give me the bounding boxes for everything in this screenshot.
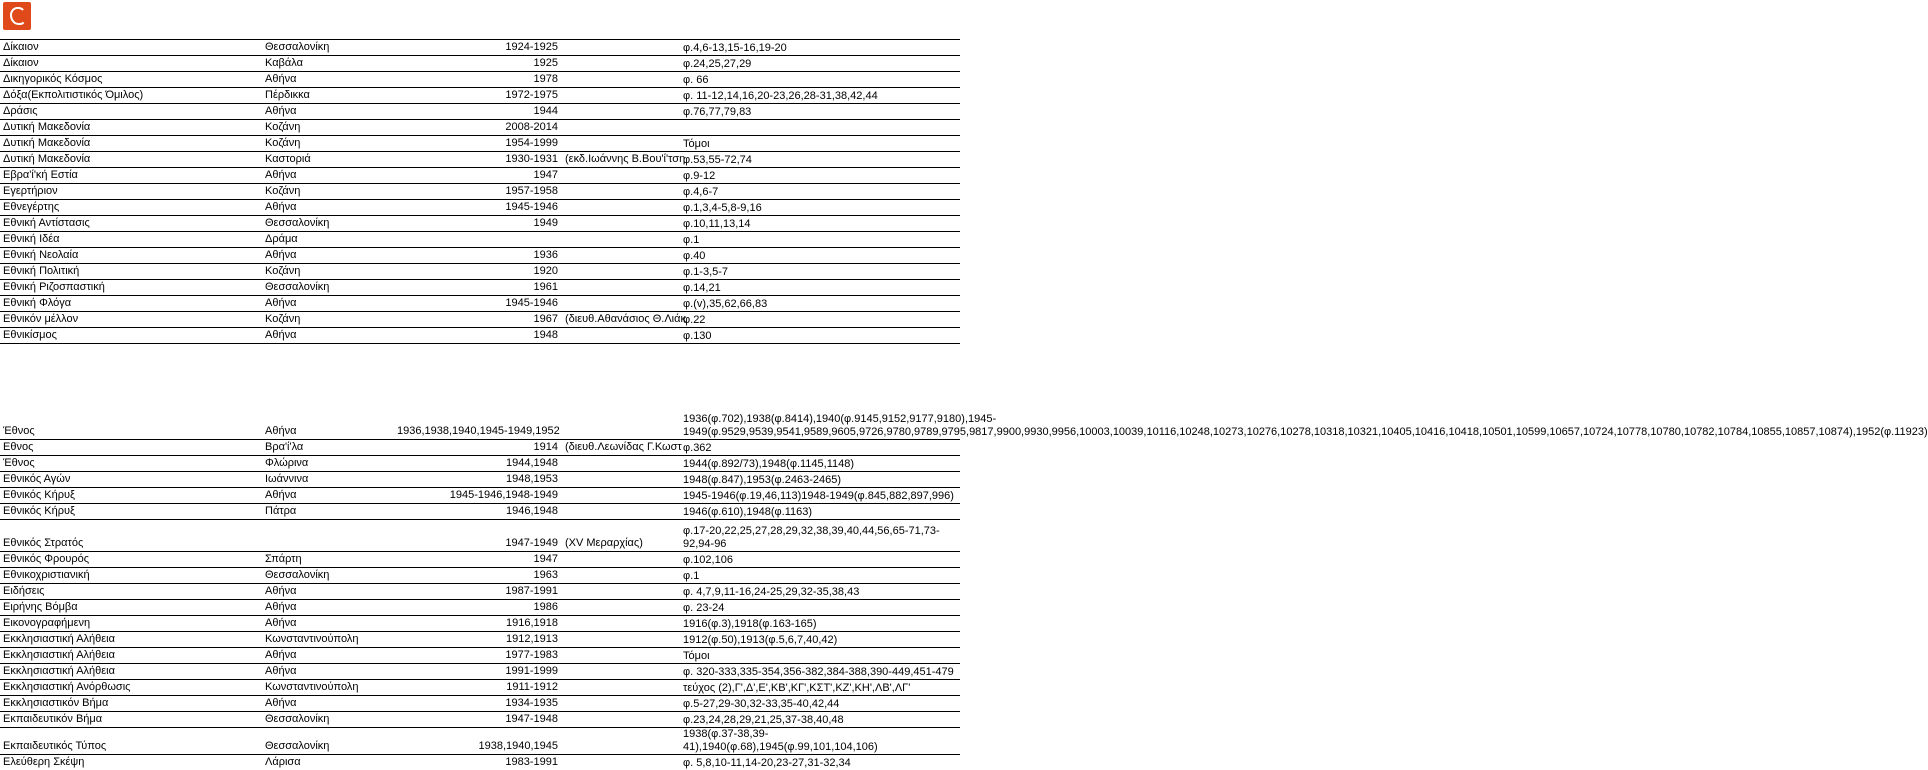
issues-cell: φ.23,24,28,29,21,25,37-38,40,48 xyxy=(680,712,960,728)
title-cell: Εγερτήριον xyxy=(0,184,262,200)
issues-cell: 1936(φ.702),1938(φ.8414),1940(φ.9145,9152,9177,9180),1945-1949(φ.9529,9539,9541,9589,9605,9726,9780,9789,9795,9817,9900,9930,9956,10003,10039,10116,10248,10273,10276,10278,10318,10321,10405,10416,10418,10501,10599,10657,10724,10778,10780,10782,10784,10855,10857,10874),1952(φ.11923) xyxy=(680,344,960,440)
title-cell: Δίκαιον xyxy=(0,56,262,72)
issues-cell: φ. 23-24 xyxy=(680,600,960,616)
editor-cell: (εκδ.Ιωάννης Β.Βου'ί'τση xyxy=(562,152,680,168)
issues-cell: φ.22 xyxy=(680,312,960,328)
title-cell: Εθνική Νεολαία xyxy=(0,248,262,264)
editor-cell xyxy=(562,328,680,344)
editor-cell xyxy=(562,248,680,264)
title-cell: Εθνική Ριζοσπαστική xyxy=(0,280,262,296)
city-cell: Κοζάνη xyxy=(262,264,394,280)
table-row xyxy=(0,680,960,696)
years-cell: 1945-1946 xyxy=(394,200,562,216)
editor-cell xyxy=(562,552,680,568)
years-cell: 1948 xyxy=(394,328,562,344)
years-cell: 1947-1949 xyxy=(394,520,562,552)
table-row xyxy=(0,755,960,770)
issues-cell: φ.24,25,27,29 xyxy=(680,56,960,72)
title-cell: Εθνικός Κήρυξ xyxy=(0,504,262,520)
editor-cell xyxy=(562,264,680,280)
issues-cell: 1945-1946(φ.19,46,113)1948-1949(φ.845,882,897,996) xyxy=(680,488,960,504)
title-cell: Εθνικίσμος xyxy=(0,328,262,344)
years-cell: 1944,1948 xyxy=(394,456,562,472)
years-cell: 1936,1938,1940,1945-1949,1952 xyxy=(394,344,562,440)
city-cell: Καστοριά xyxy=(262,152,394,168)
table-row xyxy=(0,280,960,296)
title-cell: Δικηγορικός Κόσμος xyxy=(0,72,262,88)
issues-cell: 1938(φ.37-38,39-41),1940(φ.68),1945(φ.99,101,104,106) xyxy=(680,728,960,755)
city-cell: Θεσσαλονίκη xyxy=(262,728,394,755)
city-cell: Αθήνα xyxy=(262,648,394,664)
title-cell: Δυτική Μακεδονία xyxy=(0,120,262,136)
editor-cell xyxy=(562,120,680,136)
title-cell: Εθνική Αντίστασις xyxy=(0,216,262,232)
editor-cell xyxy=(562,216,680,232)
years-cell: 1925 xyxy=(394,56,562,72)
city-cell: Αθήνα xyxy=(262,200,394,216)
years-cell: 1911-1912 xyxy=(394,680,562,696)
table-row xyxy=(0,136,960,152)
city-cell: Θεσσαλονίκη xyxy=(262,216,394,232)
issues-cell: φ.14,21 xyxy=(680,280,960,296)
city-cell: Αθήνα xyxy=(262,664,394,680)
years-cell: 1936 xyxy=(394,248,562,264)
city-cell: Φλώρινα xyxy=(262,456,394,472)
years-cell: 1947-1948 xyxy=(394,712,562,728)
issues-cell: φ.(v),35,62,66,83 xyxy=(680,296,960,312)
table-row xyxy=(0,504,960,520)
editor-cell xyxy=(562,200,680,216)
years-cell: 1930-1931 xyxy=(394,152,562,168)
title-cell: Εκκλησιαστική Ανόρθωσις xyxy=(0,680,262,696)
editor-cell xyxy=(562,600,680,616)
years-cell: 1945-1946,1948-1949 xyxy=(394,488,562,504)
editor-cell xyxy=(562,755,680,770)
city-cell: Αθήνα xyxy=(262,168,394,184)
city-cell: Θεσσαλονίκη xyxy=(262,40,394,56)
years-cell: 1946,1948 xyxy=(394,504,562,520)
editor-cell xyxy=(562,488,680,504)
issues-cell: φ. 5,8,10-11,14-20,23-27,31-32,34 xyxy=(680,755,960,770)
city-cell xyxy=(262,520,394,552)
editor-cell xyxy=(562,168,680,184)
years-cell: 1938,1940,1945 xyxy=(394,728,562,755)
title-cell: Εθνική Ιδέα xyxy=(0,232,262,248)
table-row xyxy=(0,72,960,88)
years-cell: 1949 xyxy=(394,216,562,232)
issues-cell: φ.1-3,5-7 xyxy=(680,264,960,280)
years-cell: 1945-1946 xyxy=(394,296,562,312)
title-cell: Ελεύθερη Σκέψη xyxy=(0,755,262,770)
issues-cell: φ.17-20,22,25,27,28,29,32,38,39,40,44,56,65-71,73-92,94-96 xyxy=(680,520,960,552)
issues-cell: φ.1,3,4-5,8-9,16 xyxy=(680,200,960,216)
years-cell: 1963 xyxy=(394,568,562,584)
city-cell: Κωνσταντινούπολη xyxy=(262,632,394,648)
years-cell: 1944 xyxy=(394,104,562,120)
issues-cell: φ.102,106 xyxy=(680,552,960,568)
city-cell: Αθήνα xyxy=(262,72,394,88)
title-cell: Εθνικός Αγών xyxy=(0,472,262,488)
title-cell: Εβρα'ί'κή Εστία xyxy=(0,168,262,184)
title-cell: Εκκλησιαστική Αλήθεια xyxy=(0,632,262,648)
city-cell: Κωνσταντινούπολη xyxy=(262,680,394,696)
issues-cell: φ. 11-12,14,16,20-23,26,28-31,38,42,44 xyxy=(680,88,960,104)
title-cell: Εικονογραφήμενη xyxy=(0,616,262,632)
city-cell: Κοζάνη xyxy=(262,136,394,152)
city-cell: Αθήνα xyxy=(262,296,394,312)
title-cell: Δυτική Μακεδονία xyxy=(0,152,262,168)
editor-cell: (διευθ.Αθανάσιος Θ.Λιάκ xyxy=(562,312,680,328)
years-cell: 1916,1918 xyxy=(394,616,562,632)
editor-cell xyxy=(562,88,680,104)
table-row xyxy=(0,520,960,552)
issues-cell: 1916(φ.3),1918(φ.163-165) xyxy=(680,616,960,632)
years-cell: 1912,1913 xyxy=(394,632,562,648)
issues-cell xyxy=(680,120,960,136)
table-row xyxy=(0,152,960,168)
issues-cell: φ.362 xyxy=(680,440,960,456)
title-cell: Εκκλησιαστική Αλήθεια xyxy=(0,664,262,680)
city-cell: Λάρισα xyxy=(262,755,394,770)
editor-cell xyxy=(562,456,680,472)
table-row xyxy=(0,264,960,280)
editor-cell xyxy=(562,40,680,56)
city-cell: Αθήνα xyxy=(262,328,394,344)
table-row xyxy=(0,696,960,712)
periodicals-table xyxy=(0,39,960,770)
city-cell: Πάτρα xyxy=(262,504,394,520)
years-cell: 1983-1991 xyxy=(394,755,562,770)
years-cell: 1986 xyxy=(394,600,562,616)
editor-cell xyxy=(562,616,680,632)
table-row xyxy=(0,200,960,216)
editor-cell xyxy=(562,296,680,312)
table-row xyxy=(0,56,960,72)
issues-cell: φ.130 xyxy=(680,328,960,344)
city-cell: Αθήνα xyxy=(262,600,394,616)
city-cell: Θεσσαλονίκη xyxy=(262,568,394,584)
table-row xyxy=(0,248,960,264)
city-cell: Καβάλα xyxy=(262,56,394,72)
issues-cell: φ. 320-333,335-354,356-382,384-388,390-449,451-479 xyxy=(680,664,960,680)
editor-cell xyxy=(562,232,680,248)
issues-cell: φ.4,6-7 xyxy=(680,184,960,200)
years-cell: 1947 xyxy=(394,168,562,184)
title-cell: Έθνος xyxy=(0,344,262,440)
city-cell: Δράμα xyxy=(262,232,394,248)
issues-cell: 1948(φ.847),1953(φ.2463-2465) xyxy=(680,472,960,488)
title-cell: Εθνική Πολιτική xyxy=(0,264,262,280)
title-cell: Εθνικός Κήρυξ xyxy=(0,488,262,504)
table-row xyxy=(0,584,960,600)
title-cell: Εθνικός Φρουρός xyxy=(0,552,262,568)
issues-cell: φ.1 xyxy=(680,568,960,584)
issues-cell: φ.76,77,79,83 xyxy=(680,104,960,120)
editor-cell xyxy=(562,696,680,712)
title-cell: Εθνος xyxy=(0,440,262,456)
table-row xyxy=(0,328,960,344)
years-cell: 1947 xyxy=(394,552,562,568)
editor-cell: (διευθ.Λεωνίδας Γ.Κωστ xyxy=(562,440,680,456)
city-cell: Ιωάννινα xyxy=(262,472,394,488)
city-cell: Αθήνα xyxy=(262,616,394,632)
years-cell: 1934-1935 xyxy=(394,696,562,712)
years-cell: 1991-1999 xyxy=(394,664,562,680)
city-cell: Κοζάνη xyxy=(262,120,394,136)
years-cell: 1977-1983 xyxy=(394,648,562,664)
editor-cell xyxy=(562,184,680,200)
editor-cell xyxy=(562,472,680,488)
issues-cell: φ.10,11,13,14 xyxy=(680,216,960,232)
issues-cell: φ.53,55-72,74 xyxy=(680,152,960,168)
editor-cell: (XV Μεραρχίας) xyxy=(562,520,680,552)
issues-cell: τεύχος (2),Γ',Δ',Ε',ΚΒ',ΚΓ',ΚΣΤ',ΚΖ',ΚΗ',ΛΒ',ΛΓ' xyxy=(680,680,960,696)
city-cell: Πέρδικκα xyxy=(262,88,394,104)
table-row xyxy=(0,232,960,248)
table-row xyxy=(0,184,960,200)
years-cell: 1957-1958 xyxy=(394,184,562,200)
table-row xyxy=(0,40,960,56)
table-row xyxy=(0,168,960,184)
issues-cell: 1944(φ.892/73),1948(φ.1145,1148) xyxy=(680,456,960,472)
title-cell: Ειρήνης Βόμβα xyxy=(0,600,262,616)
years-cell: 1987-1991 xyxy=(394,584,562,600)
table-row xyxy=(0,104,960,120)
years-cell: 2008-2014 xyxy=(394,120,562,136)
years-cell: 1967 xyxy=(394,312,562,328)
issues-cell: φ.40 xyxy=(680,248,960,264)
table-row xyxy=(0,472,960,488)
title-cell: Εθνικόν μέλλον xyxy=(0,312,262,328)
title-cell: Έθνος xyxy=(0,456,262,472)
title-cell: Δόξα(Εκπολιτιστικός Όμιλος) xyxy=(0,88,262,104)
logo-caption xyxy=(3,31,31,36)
table-row xyxy=(0,440,960,456)
editor-cell xyxy=(562,104,680,120)
table-row xyxy=(0,120,960,136)
editor-cell xyxy=(562,568,680,584)
years-cell xyxy=(394,232,562,248)
issues-cell: φ. 4,7,9,11-16,24-25,29,32-35,38,43 xyxy=(680,584,960,600)
city-cell: Αθήνα xyxy=(262,584,394,600)
issues-cell: φ.4,6-13,15-16,19-20 xyxy=(680,40,960,56)
title-cell: Εκκλησιαστική Αλήθεια xyxy=(0,648,262,664)
editor-cell xyxy=(562,664,680,680)
table-row xyxy=(0,664,960,680)
title-cell: Εθνικός Στρατός xyxy=(0,520,262,552)
city-cell: Αθήνα xyxy=(262,104,394,120)
years-cell: 1948,1953 xyxy=(394,472,562,488)
editor-cell xyxy=(562,280,680,296)
city-cell: Βρα'ί'λα xyxy=(262,440,394,456)
years-cell: 1924-1925 xyxy=(394,40,562,56)
city-cell: Θεσσαλονίκη xyxy=(262,712,394,728)
editor-cell xyxy=(562,136,680,152)
years-cell: 1954-1999 xyxy=(394,136,562,152)
editor-cell xyxy=(562,504,680,520)
editor-cell xyxy=(562,632,680,648)
editor-cell xyxy=(562,712,680,728)
table-row xyxy=(0,648,960,664)
city-cell: Αθήνα xyxy=(262,344,394,440)
table-row xyxy=(0,552,960,568)
city-cell: Αθήνα xyxy=(262,248,394,264)
issues-cell: Τόμοι xyxy=(680,648,960,664)
city-cell: Αθήνα xyxy=(262,696,394,712)
title-cell: Εθνικοχριστιανική xyxy=(0,568,262,584)
issues-cell: Τόμοι xyxy=(680,136,960,152)
title-cell: Εθνεγέρτης xyxy=(0,200,262,216)
title-cell: Εκπαιδευτικόν Βήμα xyxy=(0,712,262,728)
table-row xyxy=(0,616,960,632)
years-cell: 1978 xyxy=(394,72,562,88)
issues-cell: φ.1 xyxy=(680,232,960,248)
table-row xyxy=(0,568,960,584)
editor-cell xyxy=(562,728,680,755)
editor-cell xyxy=(562,344,680,440)
title-cell: Εκκλησιαστικόν Βήμα xyxy=(0,696,262,712)
table-row xyxy=(0,728,960,755)
editor-cell xyxy=(562,72,680,88)
title-cell: Ειδήσεις xyxy=(0,584,262,600)
years-cell: 1920 xyxy=(394,264,562,280)
table-row xyxy=(0,600,960,616)
table-row xyxy=(0,312,960,328)
table-row xyxy=(0,488,960,504)
years-cell: 1972-1975 xyxy=(394,88,562,104)
editor-cell xyxy=(562,584,680,600)
issues-cell: φ.5-27,29-30,32-33,35-40,42,44 xyxy=(680,696,960,712)
title-cell: Δυτική Μακεδονία xyxy=(0,136,262,152)
library-logo-icon xyxy=(3,2,31,30)
title-cell: Εκπαιδευτικός Τύπος xyxy=(0,728,262,755)
editor-cell xyxy=(562,680,680,696)
table-row xyxy=(0,632,960,648)
years-cell: 1914 xyxy=(394,440,562,456)
table-row xyxy=(0,216,960,232)
table-row xyxy=(0,344,960,440)
city-cell: Θεσσαλονίκη xyxy=(262,280,394,296)
city-cell: Αθήνα xyxy=(262,488,394,504)
table-row xyxy=(0,456,960,472)
city-cell: Κοζάνη xyxy=(262,184,394,200)
issues-cell: φ. 66 xyxy=(680,72,960,88)
city-cell: Κοζάνη xyxy=(262,312,394,328)
issues-cell: φ.9-12 xyxy=(680,168,960,184)
editor-cell xyxy=(562,648,680,664)
issues-cell: 1912(φ.50),1913(φ.5,6,7,40,42) xyxy=(680,632,960,648)
title-cell: Δίκαιον xyxy=(0,40,262,56)
table-row xyxy=(0,712,960,728)
table-row xyxy=(0,88,960,104)
table-row xyxy=(0,296,960,312)
editor-cell xyxy=(562,56,680,72)
city-cell: Σπάρτη xyxy=(262,552,394,568)
issues-cell: 1946(φ.610),1948(φ.1163) xyxy=(680,504,960,520)
title-cell: Δράσις xyxy=(0,104,262,120)
years-cell: 1961 xyxy=(394,280,562,296)
title-cell: Εθνική Φλόγα xyxy=(0,296,262,312)
